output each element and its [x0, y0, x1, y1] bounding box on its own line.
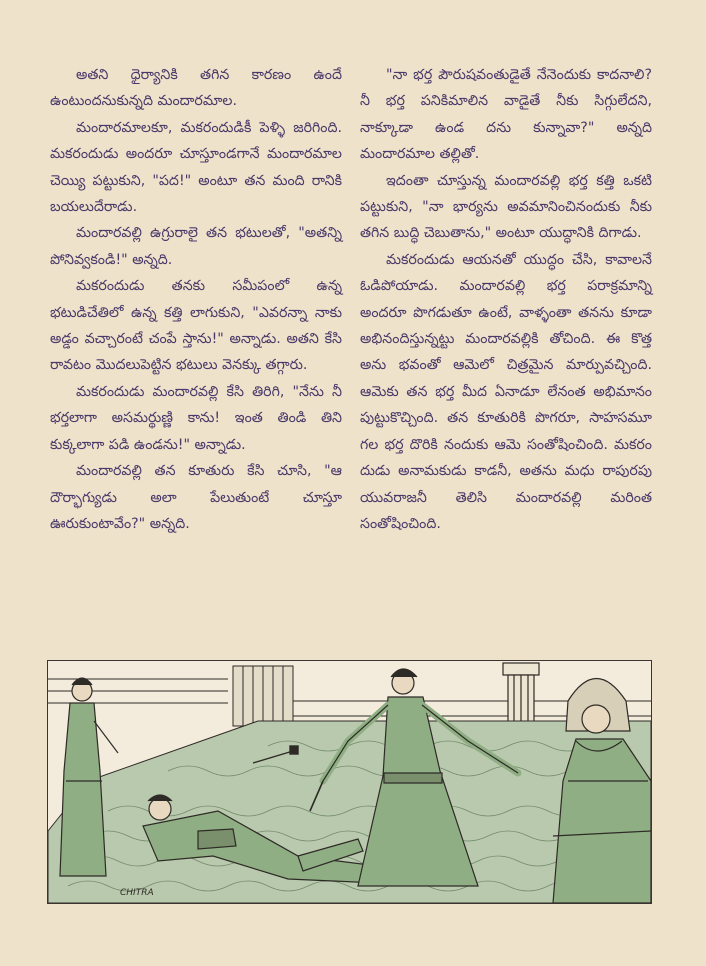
- paragraph: మకరందుడు మందారవల్లి కేసి తిరిగి, "నేను నీ భర్తలాగా అసమర్థుణ్ణి కాను! ఇంత తిండి తిని కుక్కలాగా పడి ఉండను!" అన్నాడు.: [50, 383, 342, 453]
- paragraph: అతని ధైర్యానికి తగిన కారణం ఉందే ఉంటుందనుకున్నది మందారమాల.: [50, 67, 342, 110]
- left-text-column: [50, 62, 342, 537]
- paragraph: మకరందుడు ఆయనతో యుద్ధం చేసి, కావాలనే ఓడిపోయాడు. మందారవల్లి భర్త పరాక్రమాన్ని అందరూ పొగడుతూ ఉంటే, వాళ్ళంతా తనను కూడా అభినందిస్తున్నట్టు మందారవల్లికి తోచింది. ఈ కొత్త అను భవంతో ఆమెలో చిత్రమైన మార్పువచ్చింది. ఆమెకు తన భర్త మీద ఏనాడూ లేనంత అభిమానం పుట్టుకొచ్చింది. తన కూతురికి పొగరూ, సాహసమూ గల భర్త దొరికి నందుకు ఆమె సంతోషించింది. మకరం దుడు అనామకుడు కాడనీ, అతను మధు రాపురపు యువరాజనీ తెలిసి మందారవల్లి మరింత సంతోషించింది.: [360, 251, 652, 532]
- artist-signature: CHITRA: [120, 888, 154, 898]
- paragraph: మందారమాలకూ, మకరందుడికీ పెళ్ళి జరిగింది. మకరందుడు అందరూ చూస్తూండగానే మందారమాల చెయ్యి పట్టుకుని, "పద!" అంటూ తన మంది రానికి బయలుదేరాడు.: [50, 119, 342, 216]
- paragraph: "నా భర్త పౌరుషవంతుడైతే నేనెందుకు కాదనాలి? నీ భర్త పనికిమాలిన వాడైతే నీకు సిగ్గులేదని, నాక్కూడా ఉండ దను కున్నావా?" అన్నది మందారమాల తల్లితో.: [360, 67, 652, 163]
- right-text-column: [360, 62, 652, 537]
- story-illustration: [47, 660, 652, 904]
- paragraph: ఇదంతా చూస్తున్న మందారవల్లి భర్త కత్తి ఒకటి పట్టుకుని, "నా భార్యను అవమానించినందుకు నీకు తగిన బుద్ధి చెబుతాను," అంటూ యుద్ధానికి దిగాడు.: [360, 172, 652, 242]
- paragraph: మకరందుడు తనకు సమీపంలో ఉన్న భటుడిచేతిలో ఉన్న కత్తి లాగుకుని, "ఎవరన్నా నాకు అడ్డం వచ్చారంటే చంపే స్తాను!" అన్నాడు. అతని కేసి రావటం మొదలుపెట్టిన భటులు వెనక్కు తగ్గారు.: [50, 278, 342, 374]
- paragraph: మందారవల్లి ఉగ్రురాలై తన భటులతో, "అతన్ని పోనివ్వకండి!" అన్నది.: [50, 225, 342, 268]
- paragraph: మందారవల్లి తన కూతురు కేసి చూసి, "ఆ దౌర్భాగ్యుడు అలా పేలుతుంటే చూస్తూ ఊరుకుంటావేం?" అన్నది.: [50, 463, 342, 532]
